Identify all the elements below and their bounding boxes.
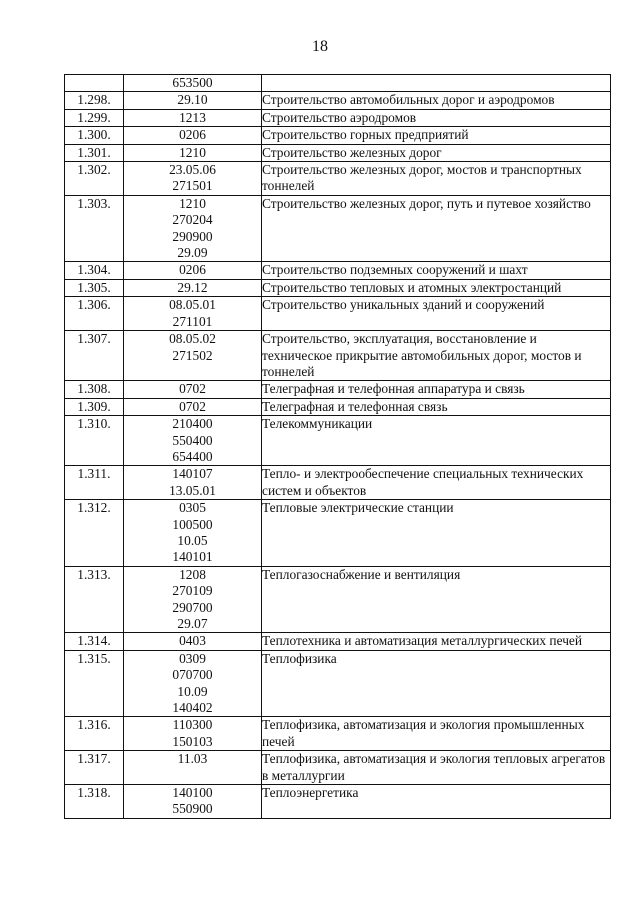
- table-body: [65, 75, 611, 819]
- row-number: 1.300.: [65, 127, 124, 144]
- row-number: 1.299.: [65, 109, 124, 126]
- row-number: 1.312.: [65, 500, 124, 567]
- table-row: [65, 262, 611, 279]
- row-number: 1.316.: [65, 717, 124, 751]
- row-number: 1.314.: [65, 633, 124, 650]
- specialty-name: Телекоммуникации: [262, 416, 611, 466]
- table-row: [65, 566, 611, 633]
- specialty-code: 271502: [172, 347, 213, 363]
- row-number: 1.303.: [65, 195, 124, 262]
- specialty-codes: [124, 650, 262, 717]
- page-number: 18: [312, 38, 328, 55]
- specialty-codes: [124, 500, 262, 567]
- specialty-code: 08.05.02: [169, 331, 216, 347]
- specialty-name: Теплоэнергетика: [262, 785, 611, 819]
- row-number: 1.310.: [65, 416, 124, 466]
- row-number: 1.317.: [65, 751, 124, 785]
- specialty-name: Тепло- и электрообеспечение специальных технических систем и объектов: [262, 466, 611, 500]
- row-number: 1.298.: [65, 92, 124, 109]
- table-row: [65, 381, 611, 398]
- specialty-name: Телеграфная и телефонная аппаратура и связь: [262, 381, 611, 398]
- specialty-name: Строительство подземных сооружений и шахт: [262, 262, 611, 279]
- specialty-name: Строительство железных дорог, мостов и транспортных тоннелей: [262, 162, 611, 196]
- specialty-code: 653500: [172, 75, 213, 90]
- specialty-name: Строительство тепловых и атомных электростанций: [262, 279, 611, 296]
- specialty-codes: [124, 262, 262, 279]
- specialty-codes: [124, 92, 262, 109]
- specialty-code: 654400: [172, 448, 213, 464]
- specialty-code: 0702: [179, 381, 206, 397]
- specialty-codes: [124, 279, 262, 296]
- specialty-code: 270109: [172, 583, 213, 599]
- specialty-code: 150103: [172, 733, 213, 749]
- row-number: 1.307.: [65, 331, 124, 381]
- specialty-code: 1213: [179, 109, 206, 125]
- row-number: 1.308.: [65, 381, 124, 398]
- specialty-code: 110300: [172, 717, 213, 733]
- table-row: [65, 92, 611, 109]
- table-row: [65, 331, 611, 381]
- specialty-code: 0702: [179, 398, 206, 414]
- table-row: [65, 751, 611, 785]
- specialty-code: 290700: [172, 599, 213, 615]
- row-number: 1.309.: [65, 398, 124, 415]
- table-row: [65, 127, 611, 144]
- specialty-code: 140107: [172, 466, 213, 482]
- specialty-codes: [124, 144, 262, 161]
- specialty-code: 0206: [179, 127, 206, 143]
- specialty-code: 1210: [179, 195, 206, 211]
- table-row: [65, 650, 611, 717]
- row-number: [65, 75, 124, 92]
- specialty-codes: [124, 127, 262, 144]
- table-row: [65, 279, 611, 296]
- specialty-name: Телеграфная и телефонная связь: [262, 398, 611, 415]
- specialty-code: 271501: [172, 178, 213, 194]
- table-row: [65, 785, 611, 819]
- table-row: [65, 297, 611, 331]
- specialty-codes: [124, 297, 262, 331]
- specialty-code: 0403: [179, 633, 206, 649]
- specialty-name: Теплофизика, автоматизация и экология промышленных печей: [262, 717, 611, 751]
- specialty-name: Строительство автомобильных дорог и аэродромов: [262, 92, 611, 109]
- specialty-codes: [124, 109, 262, 126]
- specialty-codes: [124, 785, 262, 819]
- row-number: 1.301.: [65, 144, 124, 161]
- specialty-code: 270204: [172, 212, 213, 228]
- specialty-code: 11.03: [177, 751, 208, 767]
- table-row: [65, 162, 611, 196]
- specialty-name: Строительство горных предприятий: [262, 127, 611, 144]
- specialty-code: 1210: [179, 144, 206, 160]
- specialty-name: Строительство, эксплуатация, восстановление и техническое прикрытие автомобильных дорог, мостов и тоннелей: [262, 331, 611, 381]
- specialty-code: 100500: [172, 516, 213, 532]
- specialty-codes: [124, 566, 262, 633]
- specialty-code: 29.12: [177, 279, 208, 295]
- row-number: 1.318.: [65, 785, 124, 819]
- specialty-code: 10.09: [177, 683, 208, 699]
- specialty-codes: [124, 398, 262, 415]
- specialty-code: 29.07: [177, 616, 208, 631]
- row-number: 1.305.: [65, 279, 124, 296]
- specialty-codes-table: [64, 74, 611, 819]
- specialty-code: 08.05.01: [169, 297, 216, 313]
- specialty-name: [262, 75, 611, 92]
- table-row: [65, 398, 611, 415]
- specialty-name: Теплофизика, автоматизация и экология тепловых агрегатов в металлургии: [262, 751, 611, 785]
- specialty-code: 070700: [172, 667, 213, 683]
- specialty-code: 29.10: [177, 92, 208, 108]
- specialty-code: 550400: [172, 432, 213, 448]
- specialty-name: Теплотехника и автоматизация металлургических печей: [262, 633, 611, 650]
- specialty-name: Теплогазоснабжение и вентиляция: [262, 566, 611, 633]
- specialty-code: 290900: [172, 228, 213, 244]
- table-row: [65, 633, 611, 650]
- specialty-name: Строительство железных дорог, путь и путевое хозяйство: [262, 195, 611, 262]
- specialty-code: 140101: [172, 549, 213, 565]
- specialty-code: 10.05: [177, 532, 208, 548]
- specialty-codes: [124, 466, 262, 500]
- table-row: [65, 144, 611, 161]
- specialty-code: 0309: [179, 650, 206, 666]
- specialty-name: Строительство железных дорог: [262, 144, 611, 161]
- table-row: [65, 109, 611, 126]
- specialty-codes: [124, 162, 262, 196]
- specialty-code: 29.09: [177, 245, 208, 261]
- specialty-code: 210400: [172, 416, 213, 432]
- specialty-name: Строительство уникальных зданий и сооружений: [262, 297, 611, 331]
- row-number: 1.315.: [65, 650, 124, 717]
- table-row: [65, 500, 611, 567]
- table-row: [65, 195, 611, 262]
- specialty-codes: [124, 717, 262, 751]
- specialty-codes: [124, 633, 262, 650]
- table-row: [65, 466, 611, 500]
- specialty-name: Тепловые электрические станции: [262, 500, 611, 567]
- specialty-code: 0305: [179, 500, 206, 516]
- specialty-code: 140100: [172, 785, 213, 801]
- specialty-codes: [124, 195, 262, 262]
- specialty-name: Строительство аэродромов: [262, 109, 611, 126]
- specialty-code: 271101: [172, 313, 213, 329]
- row-number: 1.313.: [65, 566, 124, 633]
- specialty-code: 140402: [172, 700, 213, 716]
- specialty-codes: [124, 751, 262, 785]
- specialty-code: 550900: [172, 801, 213, 817]
- specialty-code: 23.05.06: [169, 162, 216, 178]
- specialty-code: 13.05.01: [169, 482, 216, 498]
- table-row: [65, 75, 611, 92]
- table-row: [65, 717, 611, 751]
- specialty-codes: [124, 331, 262, 381]
- specialty-codes: [124, 416, 262, 466]
- specialty-codes: [124, 75, 262, 92]
- table-row: [65, 416, 611, 466]
- specialty-name: Теплофизика: [262, 650, 611, 717]
- specialty-code: 0206: [179, 262, 206, 278]
- row-number: 1.306.: [65, 297, 124, 331]
- specialty-code: 1208: [179, 566, 206, 582]
- specialty-codes: [124, 381, 262, 398]
- row-number: 1.311.: [65, 466, 124, 500]
- row-number: 1.304.: [65, 262, 124, 279]
- row-number: 1.302.: [65, 162, 124, 196]
